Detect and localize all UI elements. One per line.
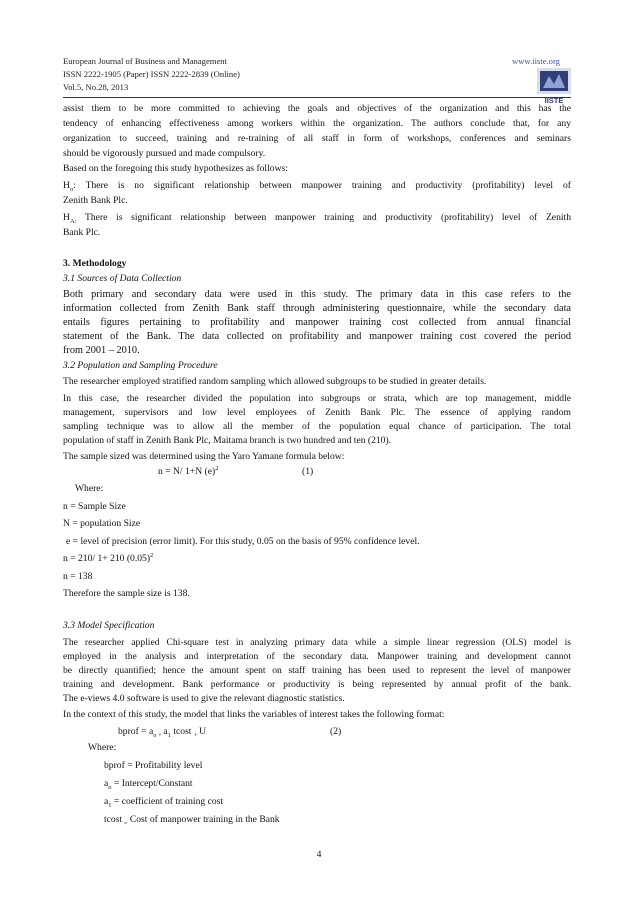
yamane-formula: n = N/ 1+N $(e)^2$ xyxy=(158,464,219,477)
body-line: be directly quantified; hence the amount spent on staff training has been used to represent the level of manpower xyxy=(63,665,571,676)
alt-hypothesis-cont: Bank Plc. xyxy=(63,227,101,238)
intro-line: tendency of enhancing effectiveness among workers within the organization. The authors conclude that, for any xyxy=(63,118,571,129)
journal-volume: Vol.5, No.28, 2013 xyxy=(63,82,129,92)
equation-number: (1) xyxy=(302,466,314,477)
body-line: In the context of this study, the model that links the variables of interest takes the following format: xyxy=(63,709,445,720)
null-hypothesis-cont: Zenith Bank Plc. xyxy=(63,195,128,206)
body-line: The e-views 4.0 software is used to give the relevant diagnostic statistics. xyxy=(63,693,345,704)
body-line: The researcher applied Chi-square test in analyzing primary data while a simple linear regression (OLS) model is xyxy=(63,637,571,648)
alt-hypothesis: $H_{A:}$ There is significant relationship between manpower training and productivity (profitability) level of Zenith xyxy=(63,212,571,224)
calculation-line: n = 210/ 1+ 210 $(0.05)^2$ xyxy=(63,551,154,564)
logo-text: IISTE xyxy=(544,96,564,105)
body-line: employed in the analysis and interpretation of the secondary data. Manpower training and development cannot xyxy=(63,651,571,662)
body-line: population of staff in Zenith Bank Plc, Maitama branch is two hundred and ten (210). xyxy=(63,435,392,446)
body-line: Both primary and secondary data were used in this study. The primary data in this case refers to the xyxy=(63,289,571,300)
body-line: statement of the Bank. The data collected on profitability and manpower training cost covered the period xyxy=(63,331,571,342)
where-label: Where: xyxy=(75,483,104,494)
page-number: 4 xyxy=(316,849,322,860)
body-line: The sample sized was determined using the Yaro Yamane formula below: xyxy=(63,451,345,462)
body-line: sampling technique was to allow all the member of the population equal chance of participation. The total xyxy=(63,421,571,432)
journal-issn: ISSN 2222-1905 (Paper) ISSN 2222-2839 (Online) xyxy=(63,69,240,79)
hypotheses-intro: Based on the foregoing this study hypothesizes as follows: xyxy=(63,163,288,174)
variable-definition: tcost $_=$ Cost of manpower training in the Bank xyxy=(104,814,280,827)
where-label: Where: xyxy=(88,742,117,753)
iiste-logo-icon xyxy=(537,68,571,106)
subsection-heading: 3.1 Sources of Data Collection xyxy=(63,273,182,284)
definition-line: e = level of precision (error limit). For this study, 0.05 on the basis of 95% confidence level. xyxy=(66,536,420,547)
equation-number: (2) xyxy=(330,726,342,737)
body-line: entails figures pertaining to profitability and manpower training cost collected from annual financial xyxy=(63,317,571,328)
intro-line: assist them to be more committed to achieving the goals and objectives of the organization and this has the xyxy=(63,103,571,114)
subsection-heading: 3.3 Model Specification xyxy=(63,620,155,631)
variable-definition: $a_1$ = coefficient of training cost xyxy=(104,796,224,809)
conclusion-line: Therefore the sample size is 138. xyxy=(63,588,190,599)
definition-line: N = population Size xyxy=(63,518,141,529)
journal-name: European Journal of Business and Management xyxy=(63,56,227,66)
variable-definition: bprof = Profitability level xyxy=(104,760,203,771)
body-line: In this case, the researcher divided the population into subgroups or strata, which are top management, middle xyxy=(63,393,571,404)
header-rule xyxy=(63,97,571,98)
definition-line: n = Sample Size xyxy=(63,501,126,512)
section-heading: 3. Methodology xyxy=(63,258,127,269)
body-line: information collected from Zenith Bank staff through administering questionnaire, while the secondary data xyxy=(63,303,571,314)
intro-line: should be vigorously pursued and made compulsory. xyxy=(63,148,266,159)
body-line: from 2001 – 2010. xyxy=(63,345,140,356)
result-line: n = 138 xyxy=(63,571,93,582)
variable-definition: $a_o$ = Intercept/Constant xyxy=(104,778,193,791)
journal-url-link[interactable]: www.iiste.org xyxy=(512,56,560,66)
model-equation: bprof = $a_o$ $_+$ $a_1$ tcost $_+$ U xyxy=(118,726,207,739)
intro-line: organization to succeed, training and re-training of all staff in form of workshops, conferences and seminars xyxy=(63,133,571,144)
body-line: The researcher employed stratified random sampling which allowed subgroups to be studied in greater details. xyxy=(63,376,487,387)
subsection-heading: 3.2 Population and Sampling Procedure xyxy=(63,360,218,371)
body-line: management, supervisors and low level employees of Zenith Bank Plc. The essence of applying random xyxy=(63,407,571,418)
body-line: training and development. Bank performance or productivity is being represented by annual profit of the bank. xyxy=(63,679,571,690)
null-hypothesis: $H_o$: There is no significant relationship between manpower training and productivity (profitability) level of xyxy=(63,180,571,192)
